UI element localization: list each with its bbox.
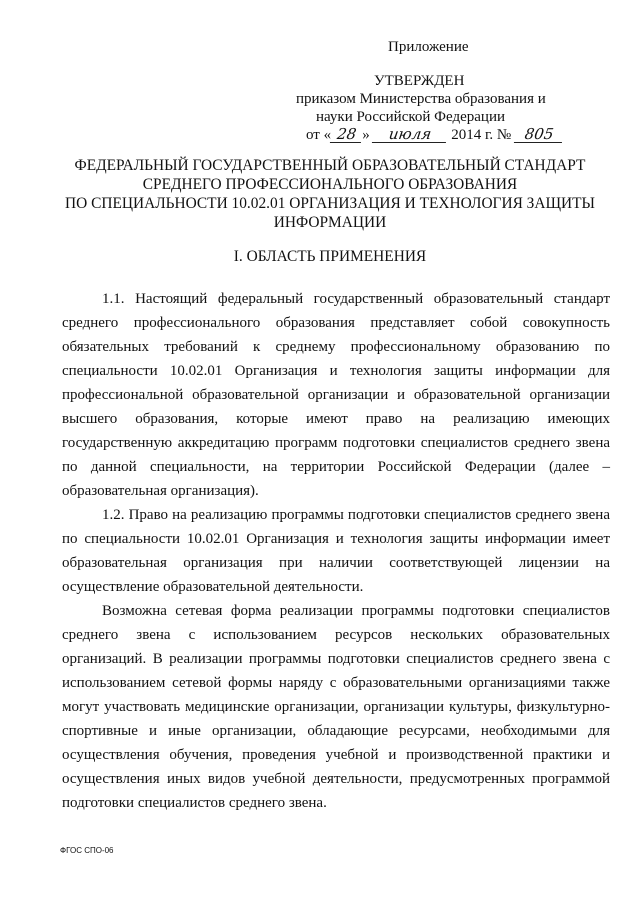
section-title: I. ОБЛАСТЬ ПРИМЕНЕНИЯ	[233, 248, 427, 265]
p1-line-8: по данной специальности, на территории Российской Федерации (далее –	[62, 459, 610, 475]
title-line-1: ФЕДЕРАЛЬНЫЙ ГОСУДАРСТВЕННЫЙ ОБРАЗОВАТЕЛЬНЫЙ СТАНДАРТ	[74, 157, 586, 174]
p3-line-6: спортивные и иные организации, обладающие ресурсами, необходимыми для	[62, 723, 610, 739]
order-number-handwritten: 805	[514, 127, 564, 143]
footer-code: ФГОС СПО-06	[60, 846, 114, 855]
order-date-line	[306, 126, 563, 144]
p3-line-8: осуществления иных видов учебной деятельности, предусмотренных программой	[62, 771, 610, 787]
p3-line-4: использованием сетевой формы наряду с образовательными организациями также	[62, 675, 610, 691]
approved-label: УТВЕРЖДЕН	[374, 73, 465, 89]
p2-line-1: 1.2. Право на реализацию программы подготовки специалистов среднего звена	[102, 507, 610, 523]
document-title	[60, 156, 600, 232]
appendix-label: Приложение	[388, 39, 469, 55]
title-line-4: ИНФОРМАЦИИ	[273, 214, 387, 231]
date-month-handwritten: июля	[372, 127, 448, 143]
date-mid: »	[362, 127, 370, 143]
p1-line-1: 1.1. Настоящий федеральный государственный образовательный стандарт	[102, 291, 610, 307]
title-line-3: ПО СПЕЦИАЛЬНОСТИ 10.02.01 ОРГАНИЗАЦИЯ И ТЕХНОЛОГИЯ ЗАЩИТЫ	[65, 195, 595, 212]
p1-line-7: государственную аккредитацию программ подготовки специалистов среднего звена	[62, 435, 610, 451]
date-day-handwritten: 28	[330, 127, 363, 143]
p3-line-3: организаций. В реализации программы подготовки специалистов среднего звена с	[62, 651, 610, 667]
p1-line-4: специальности 10.02.01 Организация и технология защиты информации для	[62, 363, 610, 379]
order-line-2: науки Российской Федерации	[316, 109, 506, 125]
p1-line-5: профессиональной образовательной организации и образовательной организации	[62, 387, 610, 403]
p3-line-1: Возможна сетевая форма реализации программы подготовки специалистов	[102, 603, 610, 619]
p2-line-2: по специальности 10.02.01 Организация и технология защиты информации имеет	[62, 531, 610, 547]
date-year: 2014 г. №	[451, 127, 512, 143]
p3-line-7: осуществления обучения, проведения учебной и производственной практики и	[62, 747, 610, 763]
p1-line-9: образовательная организация).	[62, 483, 259, 499]
p1-line-3: обязательных требований к среднему профессиональному образованию по	[62, 339, 610, 355]
p3-line-9: подготовки специалистов среднего звена.	[62, 795, 327, 811]
p3-line-2: среднего звена с использованием ресурсов нескольких образовательных	[62, 627, 610, 643]
p1-line-2: среднего профессионального образования представляет собой совокупность	[62, 315, 610, 331]
p2-line-4: осуществление образовательной деятельности.	[62, 579, 364, 595]
p2-line-3: образовательная организация при наличии соответствующей лицензии на	[62, 555, 610, 571]
title-line-2: СРЕДНЕГО ПРОФЕССИОНАЛЬНОГО ОБРАЗОВАНИЯ	[142, 176, 518, 193]
date-prefix: от «	[306, 127, 332, 143]
order-line-1: приказом Министерства образования и	[296, 91, 546, 107]
p3-line-5: могут участвовать медицинские организации, организации культуры, физкультурно-	[62, 699, 610, 715]
p1-line-6: высшего образования, которые имеют право на реализацию имеющих	[62, 411, 610, 427]
